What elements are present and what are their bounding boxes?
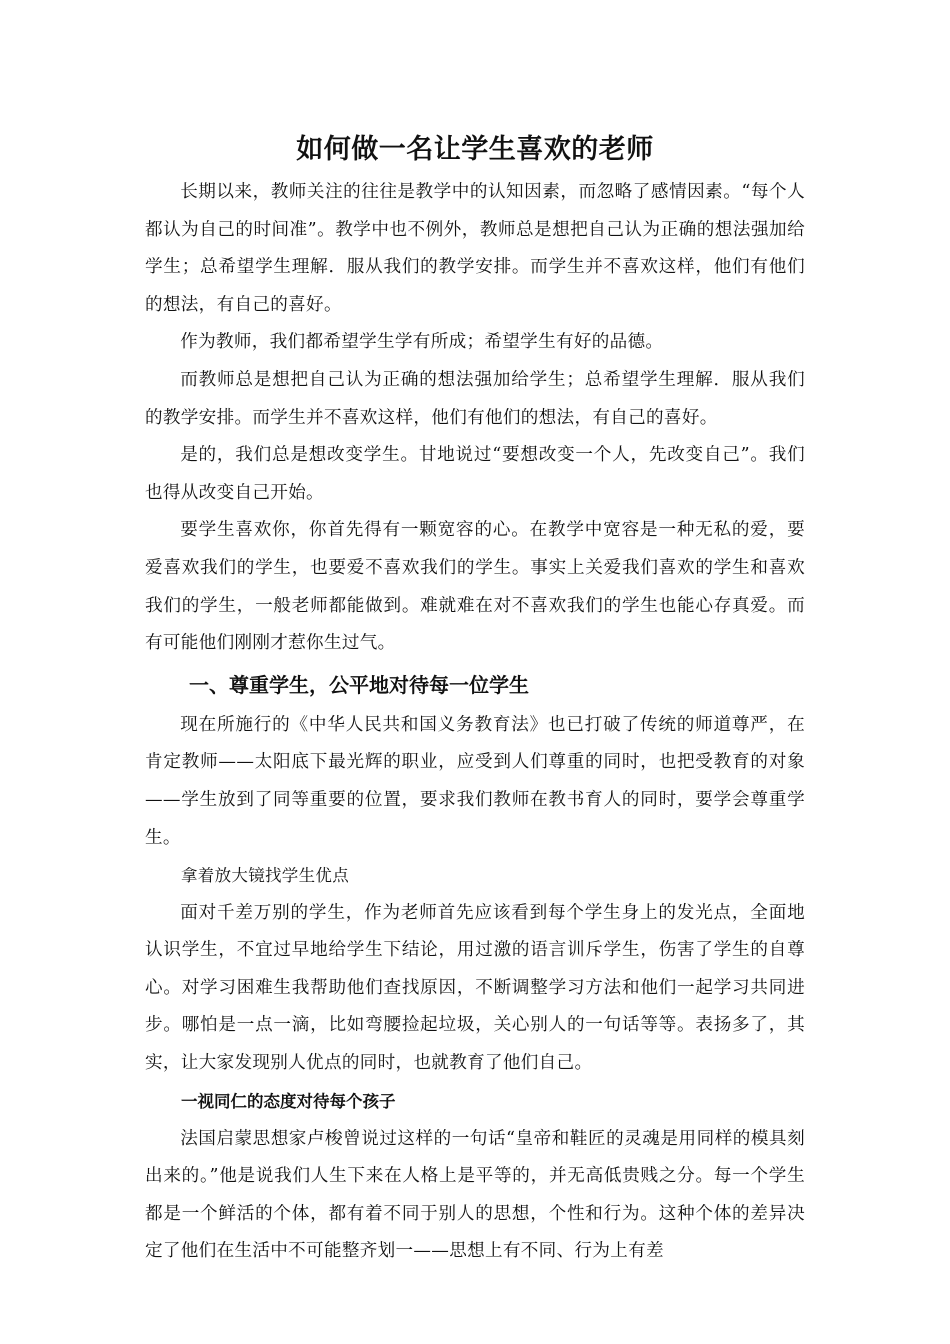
subheading: 拿着放大镜找学生优点: [181, 866, 349, 886]
paragraph: 现在所施行的《中华人民共和国义务教育法》也已打破了传统的师道尊严，在肯定教师——太阳底下最光辉的职业，应受到人们尊重的同时，也把受教育的对象——学生放到了同等重要的位置，要求我们教师在教书育人的同时，要学会尊重学生。: [145, 714, 805, 848]
paragraph: 长期以来，教师关注的往往是教学中的认知因素，而忽略了感情因素。“每个人都认为自己的时间准”。教学中也不例外，教师总是想把自己认为正确的想法强加给学生；总希望学生理解．服从我们的教学安排。而学生并不喜欢这样，他们有他们的想法，有自己的喜好。: [145, 182, 805, 315]
section-heading: 一、尊重学生，公平地对待每一位学生: [189, 672, 529, 697]
paragraph: 而教师总是想把自己认为正确的想法强加给学生；总希望学生理解．服从我们的教学安排。而学生并不喜欢这样，他们有他们的想法，有自己的喜好。: [145, 369, 805, 428]
paragraph: 是的，我们总是想改变学生。甘地说过“要想改变一个人，先改变自己”。我们也得从改变自己开始。: [145, 445, 805, 503]
document-body: [145, 126, 805, 1271]
paragraph: 要学生喜欢你，你首先得有一颗宽容的心。在教学中宽容是一种无私的爱，要爱喜欢我们的学生，也要爱不喜欢我们的学生。事实上关爱我们喜欢的学生和喜欢我们的学生，一般老师都能做到。难就难在对不喜欢我们的学生也能心存真爱。而有可能他们刚刚才惹你生过气。: [145, 520, 805, 654]
subheading-bold: 一视同仁的态度对待每个孩子: [181, 1091, 396, 1111]
paragraph: 作为教师，我们都希望学生学有所成；希望学生有好的品德。: [180, 332, 664, 353]
paragraph: 法国启蒙思想家卢梭曾说过这样的一句话“皇帝和鞋匠的灵魂是用同样的模具刻出来的。”他是说我们人生下来在人格上是平等的，并无高低贵贱之分。每一个学生都是一个鲜活的个体，都有着不同于别人的思想，个性和行为。这种个体的差异决定了他们在生活中不可能整齐划一——思想上有不同、行为上有差: [145, 1128, 805, 1262]
paragraph: 面对千差万别的学生，作为老师首先应该看到每个学生身上的发光点，全面地认识学生，不宜过早地给学生下结论，用过激的语言训斥学生，伤害了学生的自尊心。对学习困难生我帮助他们查找原因，不断调整学习方法和他们一起学习共同进步。哪怕是一点一滴，比如弯腰捡起垃圾，关心别人的一句话等等。表扬多了，其实，让大家发现别人优点的同时，也就教育了他们自己。: [145, 902, 805, 1074]
document-title: 如何做一名让学生喜欢的老师: [296, 134, 654, 165]
